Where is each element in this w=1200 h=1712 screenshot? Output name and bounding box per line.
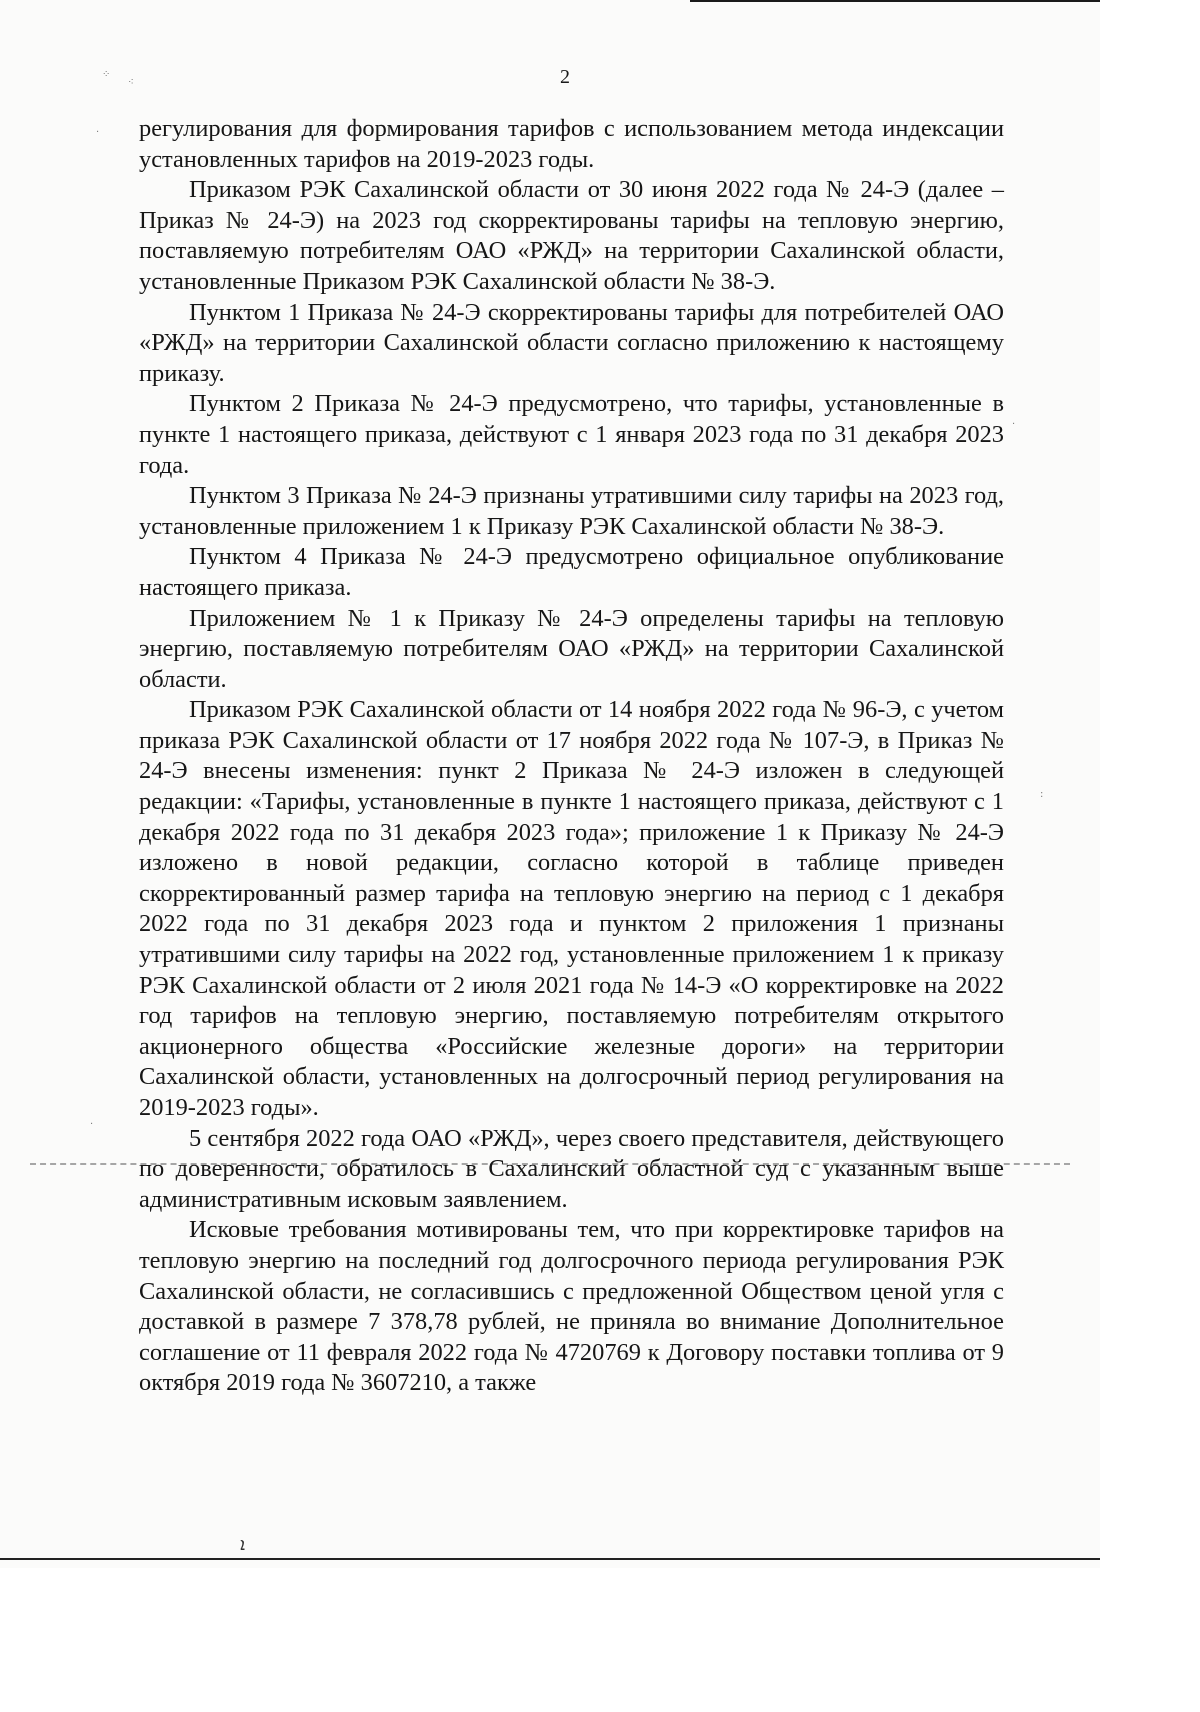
- scan-speckle: ⁘: [102, 69, 111, 80]
- scan-speckle: ·: [96, 127, 100, 138]
- paragraph: 5 сентября 2022 года ОАО «РЖД», через своего представителя, действующего по доверенности, обратилось в Сахалинский областной суд с указанным выше административным исковым заявлением.: [139, 1124, 1004, 1213]
- paragraph: Приказом РЭК Сахалинской области от 14 ноября 2022 года № 96-Э, с учетом приказа РЭК Сахалинской области от 17 ноября 2022 года № 107-Э, в Приказ № 24-Э внесены изменения: пункт 2 Приказа № 24-Э изложен в следующей редакции: «Тарифы, установленные в пункте 1 настоящего приказа, действуют с 1 декабря 2022 года по 31 декабря 2023 года»; приложение 1 к Приказу № 24-Э изложено в новой редакции, согласно которой в таблице приведен скорректированный размер тарифа на тепловую энергию на период с 1 декабря 2022 года по 31 декабря 2023 года и пунктом 2 приложения 1 признаны утратившими силу тарифы на 2022 год, установленные приложением 1 к приказу РЭК Сахалинской области от 2 июля 2021 года № 14-Э «О корректировке на 2022 год тарифов на тепловую энергию, поставляемую потребителям открытого акционерного общества «Российские железные дороги» на территории Сахалинской области, установленных на долгосрочный период регулирования на 2019-2023 годы».: [139, 696, 1004, 1121]
- paragraph: Пунктом 4 Приказа № 24-Э предусмотрено официальное опубликование настоящего приказа.: [139, 543, 1004, 601]
- paragraph: Пунктом 2 Приказа № 24-Э предусмотрено, что тарифы, установленные в пункте 1 настоящего приказа, действуют с 1 января 2023 года по 31 декабря 2023 года.: [139, 390, 1004, 479]
- scan-speckle: ·: [1012, 419, 1016, 430]
- paragraph: регулирования для формирования тарифов с использованием метода индексации установленных тарифов на 2019-2023 годы.: [139, 115, 1004, 173]
- scan-edge-line: [0, 1558, 1100, 1560]
- paragraph: Пунктом 1 Приказа № 24-Э скорректированы тарифы для потребителей ОАО «РЖД» на территории Сахалинской области согласно приложению к настоящему приказу.: [139, 298, 1004, 387]
- paragraph: Пунктом 3 Приказа № 24-Э признаны утратившими силу тарифы на 2023 год, установленные приложением 1 к Приказу РЭК Сахалинской области № 38-Э.: [139, 482, 1004, 540]
- footer-mark: ܐ: [240, 1534, 246, 1554]
- paragraph: Приказом РЭК Сахалинской области от 30 июня 2022 года № 24-Э (далее – Приказ № 24-Э) на 2023 год скорректированы тарифы на тепловую энергию, поставляемую потребителям ОАО «РЖД» на территории Сахалинской области, установленные Приказом РЭК Сахалинской области № 38-Э.: [139, 176, 1004, 295]
- page-number: 2: [560, 66, 570, 88]
- scan-speckle: ⁖: [128, 77, 134, 88]
- document-body: [139, 114, 1004, 1399]
- scan-speckle: :: [1040, 789, 1044, 800]
- paragraph: Исковые требования мотивированы тем, что при корректировке тарифов на тепловую энергию на последний год долгосрочного периода регулирования РЭК Сахалинской области, не согласившись с предложенной Обществом ценой угля с доставкой в размере 7 378,78 рублей, не приняла во внимание Дополнительное соглашение от 11 февраля 2022 года № 4720769 к Договору поставки топлива от 9 октября 2019 года № 3607210, а также: [139, 1216, 1004, 1397]
- scan-border-line: [690, 0, 1100, 2]
- scan-speckle: ·: [90, 1119, 94, 1130]
- paragraph: Приложением № 1 к Приказу № 24-Э определены тарифы на тепловую энергию, поставляемую потребителям ОАО «РЖД» на территории Сахалинской области.: [139, 604, 1004, 693]
